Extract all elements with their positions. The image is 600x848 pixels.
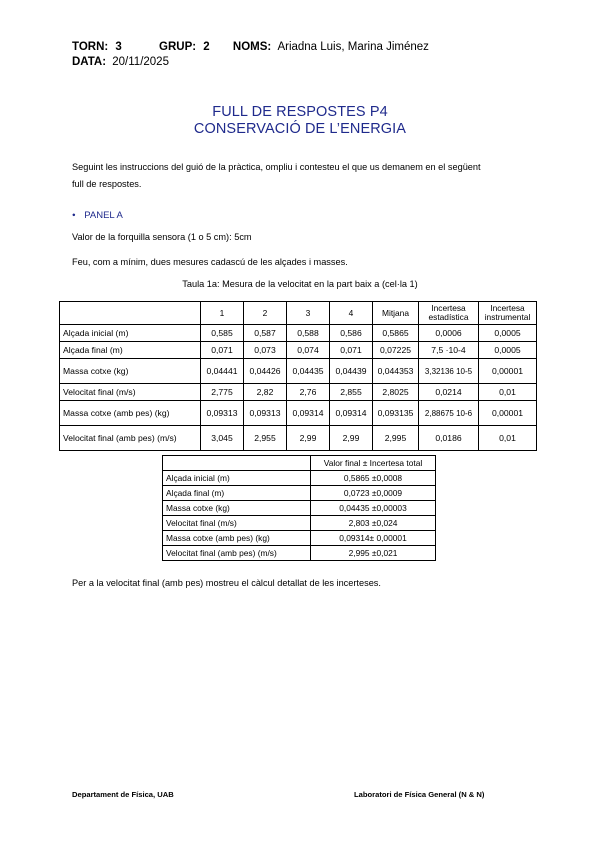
data-value: 20/11/2025	[112, 56, 169, 68]
table-cell: 0,04441	[201, 359, 244, 384]
intro-line-2: full de respostes.	[72, 179, 142, 189]
final-values-table	[162, 455, 436, 561]
table-cell: 2,76	[287, 384, 330, 401]
table-row	[60, 401, 537, 426]
table-cell: 2,99	[287, 426, 330, 451]
table-cell: 2,99	[330, 426, 373, 451]
table-cell: 0,0723 ±0,0009	[311, 486, 436, 501]
table-cell: 2,995	[373, 426, 419, 451]
row-label: Alçada final (m)	[60, 342, 201, 359]
table-header-cell: Valor final ± Incertesa total	[311, 456, 436, 471]
table-cell: 0,0006	[419, 325, 479, 342]
table-header-cell: Incertesa instrumental	[479, 302, 537, 325]
table-cell: 0,0186	[419, 426, 479, 451]
measurements-table	[59, 301, 537, 451]
row-label: Velocitat final (m/s)	[60, 384, 201, 401]
table-row	[163, 471, 436, 486]
data-label: DATA:	[72, 56, 107, 68]
table-row	[163, 486, 436, 501]
page-subtitle: CONSERVACIÓ DE L’ENERGIA	[193, 121, 407, 137]
torn-value: 3	[115, 41, 122, 53]
table-cell: 3,045	[201, 426, 244, 451]
table-cell: 2,995 ±0,021	[311, 546, 436, 561]
table-header-row	[163, 456, 436, 471]
table-row	[163, 531, 436, 546]
table-cell: 0,588	[287, 325, 330, 342]
panel-label: PANEL A	[84, 210, 123, 221]
table-cell: 0,071	[201, 342, 244, 359]
table-cell: 2,88675 10-6	[419, 401, 479, 426]
intro-line-1: Seguint les instruccions del guió de la pràctica, ompliu i contesteu el que us demanem en el següent	[72, 162, 481, 172]
table-cell: 0,093135	[373, 401, 419, 426]
table-row	[163, 546, 436, 561]
table-cell: 0,073	[244, 342, 287, 359]
table-row	[60, 342, 537, 359]
table-cell: 0,0005	[479, 342, 537, 359]
row-label: Velocitat final (amb pes) (m/s)	[60, 426, 201, 451]
table-cell: 0,587	[244, 325, 287, 342]
table-row	[163, 516, 436, 531]
table-cell: 7,5 ·10-4	[419, 342, 479, 359]
noms-label: NOMS:	[232, 41, 272, 53]
table-cell: 0,01	[479, 426, 537, 451]
page-title: FULL DE RESPOSTES P4	[212, 104, 388, 120]
table-header-cell: 3	[287, 302, 330, 325]
table-header-cell	[163, 456, 311, 471]
row-label: Alçada inicial (m)	[60, 325, 201, 342]
table-cell: 0,04426	[244, 359, 287, 384]
detail-instruction: Per a la velocitat final (amb pes) mostreu el càlcul detallat de les incerteses.	[72, 578, 381, 588]
table-cell: 0,09314	[330, 401, 373, 426]
table-header-cell: 4	[330, 302, 373, 325]
table-cell: 2,775	[201, 384, 244, 401]
table-header-cell: Incertesa estadística	[419, 302, 479, 325]
row-label: Alçada final (m)	[163, 486, 311, 501]
table-cell: 3,32136 10-5	[419, 359, 479, 384]
table-cell: 0,04439	[330, 359, 373, 384]
bullet-icon: ●	[72, 212, 76, 219]
row-label: Massa cotxe (kg)	[163, 501, 311, 516]
table-row	[60, 426, 537, 451]
table-header-cell: 1	[201, 302, 244, 325]
row-label: Velocitat final (amb pes) (m/s)	[163, 546, 311, 561]
table-cell: 0,071	[330, 342, 373, 359]
intro-paragraph	[72, 159, 532, 193]
noms-value: Ariadna Luis, Marina Jiménez	[277, 41, 429, 53]
header-line-2	[72, 56, 169, 68]
table-cell: 0,5865	[373, 325, 419, 342]
table-header-cell	[60, 302, 201, 325]
table-cell: 0,09313	[201, 401, 244, 426]
table-header-row	[60, 302, 537, 325]
table-row	[60, 325, 537, 342]
table-cell: 0,044353	[373, 359, 419, 384]
row-label: Massa cotxe (amb pes) (kg)	[163, 531, 311, 546]
table-cell: 0,09314± 0,00001	[311, 531, 436, 546]
row-label: Velocitat final (m/s)	[163, 516, 311, 531]
table-header-cell: 2	[244, 302, 287, 325]
panel-heading	[72, 210, 123, 221]
row-label: Alçada inicial (m)	[163, 471, 311, 486]
table-row	[60, 359, 537, 384]
table-cell: 0,09313	[244, 401, 287, 426]
table-cell: 2,955	[244, 426, 287, 451]
table-cell: 0,00001	[479, 359, 537, 384]
table-cell: 0,586	[330, 325, 373, 342]
table-cell: 0,09314	[287, 401, 330, 426]
table-cell: 2,8025	[373, 384, 419, 401]
table-row	[60, 384, 537, 401]
table-cell: 2,855	[330, 384, 373, 401]
table-cell: 0,074	[287, 342, 330, 359]
table-cell: 0,04435 ±0,00003	[311, 501, 436, 516]
table-cell: 2,803 ±0,024	[311, 516, 436, 531]
table1-caption: Taula 1a: Mesura de la velocitat en la part baix a (cel·la 1)	[182, 279, 418, 289]
row-label: Massa cotxe (amb pes) (kg)	[60, 401, 201, 426]
table-cell: 0,00001	[479, 401, 537, 426]
header-line-1	[72, 41, 429, 53]
grup-label: GRUP:	[159, 41, 197, 53]
table-row	[163, 501, 436, 516]
row-label: Massa cotxe (kg)	[60, 359, 201, 384]
table-cell: 0,07225	[373, 342, 419, 359]
footer-right: Laboratori de Física General (N & N)	[354, 790, 485, 799]
footer-left: Departament de Física, UAB	[72, 790, 174, 799]
measure-instruction: Feu, com a mínim, dues mesures cadascú de les alçades i masses.	[72, 257, 348, 267]
fork-value-text: Valor de la forquilla sensora (1 o 5 cm): 5cm	[72, 232, 252, 242]
torn-label: TORN:	[72, 41, 109, 53]
table-cell: 2,82	[244, 384, 287, 401]
table-cell: 0,01	[479, 384, 537, 401]
table-cell: 0,5865 ±0,0008	[311, 471, 436, 486]
table-cell: 0,585	[201, 325, 244, 342]
table-cell: 0,0214	[419, 384, 479, 401]
grup-value: 2	[203, 41, 210, 53]
table-cell: 0,0005	[479, 325, 537, 342]
table-header-cell: Mitjana	[373, 302, 419, 325]
table-cell: 0,04435	[287, 359, 330, 384]
